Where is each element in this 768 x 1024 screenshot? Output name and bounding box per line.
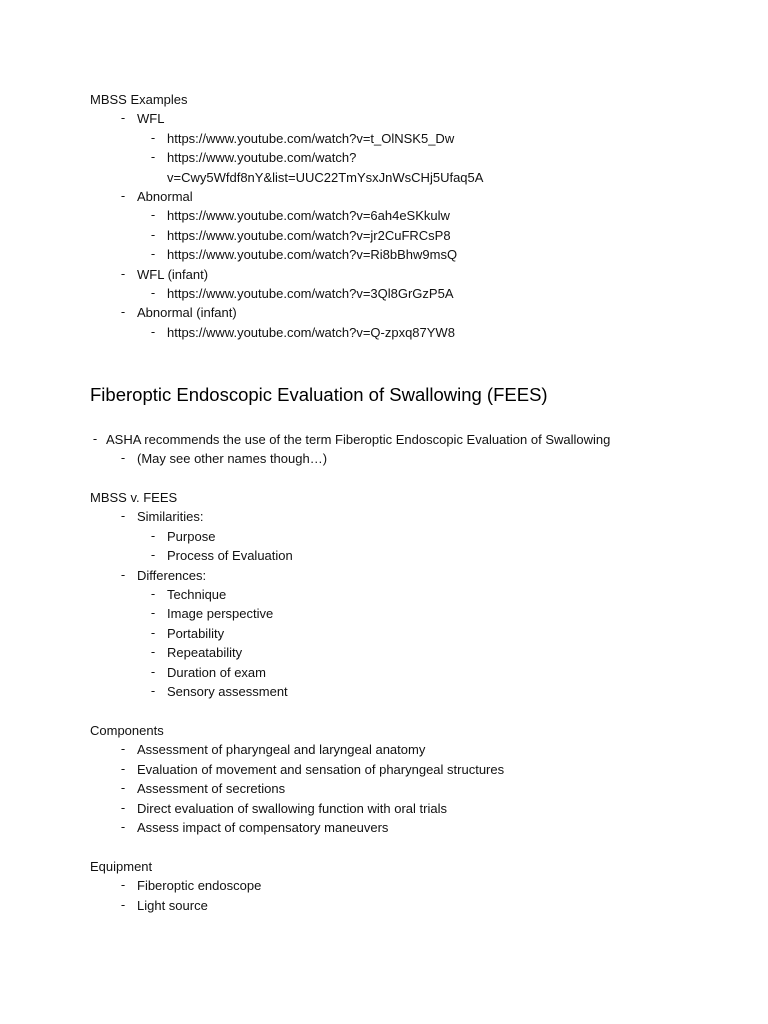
list-item: [90, 284, 483, 303]
video-link[interactable]: https://www.youtube.com/watch?v=6ah4eSKkulw: [167, 208, 450, 224]
difference-item: Portability: [167, 625, 225, 641]
bullet-dash: -: [150, 587, 156, 602]
components-heading: Components: [90, 723, 164, 738]
list-item: [90, 604, 293, 623]
component-item: Assessment of pharyngeal and laryngeal anatomy: [137, 742, 426, 758]
list-item: [90, 245, 483, 264]
differences-label: Differences:: [137, 567, 207, 583]
bullet-dash: -: [120, 897, 126, 912]
equipment-heading: Equipment: [90, 859, 153, 874]
list-item: [90, 799, 504, 818]
fees-title-block: [90, 385, 548, 404]
bullet-dash: -: [150, 208, 156, 223]
bullet-dash: -: [150, 130, 156, 145]
bullet-dash: -: [120, 820, 126, 835]
bullet-dash: -: [120, 800, 126, 815]
comparison-heading: MBSS v. FEES: [90, 490, 178, 505]
wfl-infant-label: WFL (infant): [137, 266, 209, 282]
bullet-dash: -: [150, 227, 156, 242]
bullet-dash: -: [120, 761, 126, 776]
list-item: [90, 226, 483, 245]
bullet-dash: -: [150, 324, 156, 339]
list-item: [90, 129, 483, 148]
bullet-dash: -: [150, 606, 156, 621]
video-link[interactable]: https://www.youtube.com/watch?v=3Ql8GrGzP5A: [167, 286, 454, 302]
list-item: [90, 430, 610, 449]
bullet-dash: -: [150, 150, 156, 165]
bullet-dash: -: [150, 625, 156, 640]
list-item: [90, 265, 483, 284]
component-item: Evaluation of movement and sensation of pharyngeal structures: [137, 761, 505, 777]
bullet-dash: -: [150, 664, 156, 679]
equipment-section: [90, 857, 261, 915]
list-item: [90, 740, 504, 759]
bullet-dash: -: [150, 645, 156, 660]
video-link[interactable]: https://www.youtube.com/watch?v=jr2CuFRCsP8: [167, 227, 451, 243]
asha-recommendation: ASHA recommends the use of the term Fiberoptic Endoscopic Evaluation of Swallowing: [106, 432, 611, 447]
list-item: [90, 818, 504, 837]
abnormal-infant-label: Abnormal (infant): [137, 305, 237, 321]
component-item: Assessment of secretions: [137, 781, 286, 797]
video-link[interactable]: https://www.youtube.com/watch?v=t_OlNSK5_Dw: [167, 130, 455, 146]
page-title: Fiberoptic Endoscopic Evaluation of Swallowing (FEES): [90, 384, 548, 405]
wfl-label: WFL: [137, 111, 165, 127]
list-item: [90, 643, 293, 662]
list-item-continuation: [90, 168, 483, 187]
similarities-label: Similarities:: [137, 509, 204, 525]
list-item: [90, 187, 483, 206]
list-item: [90, 303, 483, 322]
video-link[interactable]: v=Cwy5Wfdf8nY&list=UUC22TmYsxJnWsCHj5Ufaq5A: [167, 169, 484, 185]
bullet-dash: -: [120, 111, 126, 126]
bullet-dash: -: [150, 528, 156, 543]
list-item: [90, 876, 261, 895]
bullet-dash: -: [120, 781, 126, 796]
equipment-item: Light source: [137, 897, 208, 913]
abnormal-label: Abnormal: [137, 189, 193, 205]
component-item: Assess impact of compensatory maneuvers: [137, 820, 389, 836]
bullet-dash: -: [150, 548, 156, 563]
mbss-examples-section: [90, 90, 483, 342]
mbss-examples-heading: MBSS Examples: [90, 92, 188, 107]
equipment-item: Fiberoptic endoscope: [137, 878, 262, 894]
list-item: [90, 585, 293, 604]
bullet-dash: -: [120, 266, 126, 281]
bullet-dash: -: [150, 247, 156, 262]
similarity-item: Process of Evaluation: [167, 548, 293, 564]
list-item: [90, 109, 483, 128]
comparison-section: [90, 488, 293, 701]
asha-section: [90, 430, 610, 469]
similarity-item: Purpose: [167, 528, 216, 544]
bullet-dash: -: [120, 451, 126, 466]
list-item: [90, 148, 483, 167]
bullet-dash: -: [120, 567, 126, 582]
list-item: [90, 663, 293, 682]
list-item: [90, 507, 293, 526]
components-section: [90, 721, 504, 837]
difference-item: Technique: [167, 587, 227, 603]
bullet-dash: -: [120, 878, 126, 893]
list-item: [90, 546, 293, 565]
bullet-dash: -: [120, 509, 126, 524]
difference-item: Repeatability: [167, 645, 243, 661]
list-item: [90, 896, 261, 915]
list-item: [90, 206, 483, 225]
list-item: [90, 779, 504, 798]
bullet-dash: -: [150, 684, 156, 699]
bullet-dash: -: [150, 286, 156, 301]
bullet-dash: -: [120, 189, 126, 204]
difference-item: Image perspective: [167, 606, 274, 622]
list-item: [90, 760, 504, 779]
list-item: [90, 527, 293, 546]
list-item: [90, 449, 610, 468]
video-link[interactable]: https://www.youtube.com/watch?v=Ri8bBhw9msQ: [167, 247, 458, 263]
video-link[interactable]: https://www.youtube.com/watch?v=Q-zpxq87YW8: [167, 324, 455, 340]
list-item: [90, 682, 293, 701]
list-item: [90, 624, 293, 643]
other-names-note: (May see other names though…): [137, 451, 328, 467]
difference-item: Duration of exam: [167, 664, 266, 680]
difference-item: Sensory assessment: [167, 684, 288, 700]
bullet-dash: -: [120, 305, 126, 320]
video-link[interactable]: https://www.youtube.com/watch?: [167, 150, 357, 166]
list-item: [90, 566, 293, 585]
list-item: [90, 323, 483, 342]
bullet-dash: -: [92, 432, 98, 446]
bullet-dash: -: [120, 742, 126, 757]
component-item: Direct evaluation of swallowing function with oral trials: [137, 800, 447, 816]
